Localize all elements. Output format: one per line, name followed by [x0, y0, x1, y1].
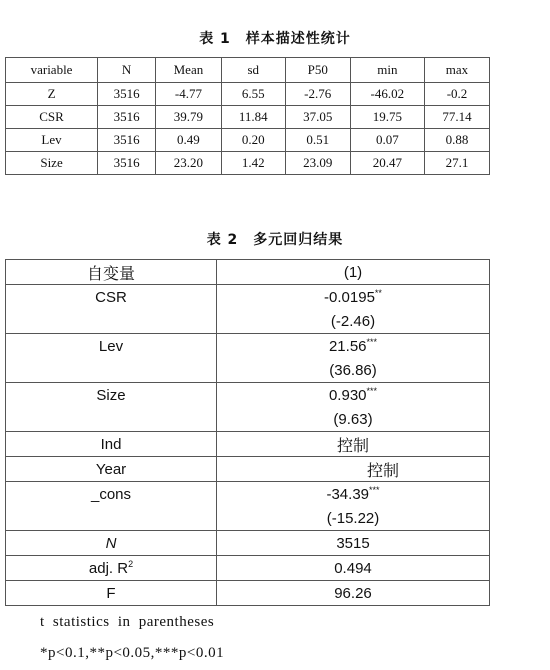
- table-row-cons-t: [6, 506, 490, 531]
- row-label-empty: [6, 506, 217, 531]
- table-cell: -0.2: [424, 83, 489, 106]
- row-label: Year: [6, 457, 217, 482]
- table-cell: Mean: [156, 58, 222, 83]
- table-cell: -4.77: [156, 83, 222, 106]
- value: 96.26: [217, 581, 490, 606]
- row-label: Lev: [6, 129, 98, 152]
- table-row: [6, 129, 490, 152]
- table-cell: -2.76: [285, 83, 350, 106]
- row-label: CSR: [6, 106, 98, 129]
- table-cell: 39.79: [156, 106, 222, 129]
- table-row-r2: [6, 556, 490, 581]
- row-label: Size: [6, 383, 217, 408]
- table-row: [6, 152, 490, 175]
- table-cell: sd: [221, 58, 285, 83]
- t-statistic: (-15.22): [217, 506, 490, 531]
- descriptive-statistics-table: [5, 57, 490, 175]
- row-label-empty: [6, 358, 217, 383]
- table-header-row: [6, 260, 490, 285]
- header-label: variable: [6, 58, 98, 83]
- table-row-f: [6, 581, 490, 606]
- table-cell: N: [98, 58, 156, 83]
- table-cell: -46.02: [350, 83, 424, 106]
- row-label-empty: [6, 407, 217, 432]
- table-cell: 11.84: [221, 106, 285, 129]
- table1-title: 表 1 样本描述性统计: [199, 31, 351, 47]
- table-cell: 6.55: [221, 83, 285, 106]
- row-label: F: [6, 581, 217, 606]
- table-cell: 1.42: [221, 152, 285, 175]
- row-label: N: [6, 531, 217, 556]
- t-statistic: (-2.46): [217, 309, 490, 334]
- table-row-size: [6, 383, 490, 408]
- table-cell: 0.20: [221, 129, 285, 152]
- table-row-csr: [6, 285, 490, 310]
- table-cell: max: [424, 58, 489, 83]
- row-label: Ind: [6, 432, 217, 457]
- table-row-n: [6, 531, 490, 556]
- regression-results-table: [5, 259, 490, 606]
- table-row: [6, 83, 490, 106]
- note-t-statistics: t statistics in parentheses: [40, 614, 215, 630]
- table-cell: 77.14: [424, 106, 489, 129]
- value: 3515: [217, 531, 490, 556]
- table-cell: min: [350, 58, 424, 83]
- table-row: [6, 106, 490, 129]
- table-row-year: [6, 457, 490, 482]
- table-cell: 0.51: [285, 129, 350, 152]
- table-row-lev-t: [6, 358, 490, 383]
- coefficient: 0.930***: [217, 383, 490, 408]
- value: 0.494: [217, 556, 490, 581]
- table2-title: 表 2 多元回归结果: [206, 232, 344, 248]
- table-row-csr-t: [6, 309, 490, 334]
- row-label-empty: [6, 309, 217, 334]
- table-row-cons: [6, 482, 490, 507]
- row-label: CSR: [6, 285, 217, 310]
- table-cell: P50: [285, 58, 350, 83]
- table-row-ind: [6, 432, 490, 457]
- coefficient: 21.56***: [217, 334, 490, 359]
- row-label: Lev: [6, 334, 217, 359]
- table-header-row: [6, 58, 490, 83]
- table-cell: 0.07: [350, 129, 424, 152]
- row-label: _cons: [6, 482, 217, 507]
- header-variable: 自变量: [6, 260, 217, 285]
- header-model: (1): [217, 260, 490, 285]
- row-label: Size: [6, 152, 98, 175]
- coefficient: -0.0195**: [217, 285, 490, 310]
- row-label: Z: [6, 83, 98, 106]
- table-cell: 3516: [98, 106, 156, 129]
- table-cell: 0.49: [156, 129, 222, 152]
- table-cell: 23.09: [285, 152, 350, 175]
- table-cell: 37.05: [285, 106, 350, 129]
- note-significance: *p<0.1,**p<0.05,***p<0.01: [40, 645, 225, 661]
- table-cell: 19.75: [350, 106, 424, 129]
- table-cell: 0.88: [424, 129, 489, 152]
- t-statistic: (9.63): [217, 407, 490, 432]
- coefficient: -34.39***: [217, 482, 490, 507]
- table-row-lev: [6, 334, 490, 359]
- row-label: adj. $R^2$: [6, 556, 217, 581]
- table-row-size-t: [6, 407, 490, 432]
- t-statistic: (36.86): [217, 358, 490, 383]
- control-value: 控制: [217, 457, 490, 482]
- control-value: 控制: [217, 432, 490, 457]
- table-cell: 3516: [98, 129, 156, 152]
- table-cell: 3516: [98, 152, 156, 175]
- table-cell: 23.20: [156, 152, 222, 175]
- table-cell: 27.1: [424, 152, 489, 175]
- table-cell: 20.47: [350, 152, 424, 175]
- table-cell: 3516: [98, 83, 156, 106]
